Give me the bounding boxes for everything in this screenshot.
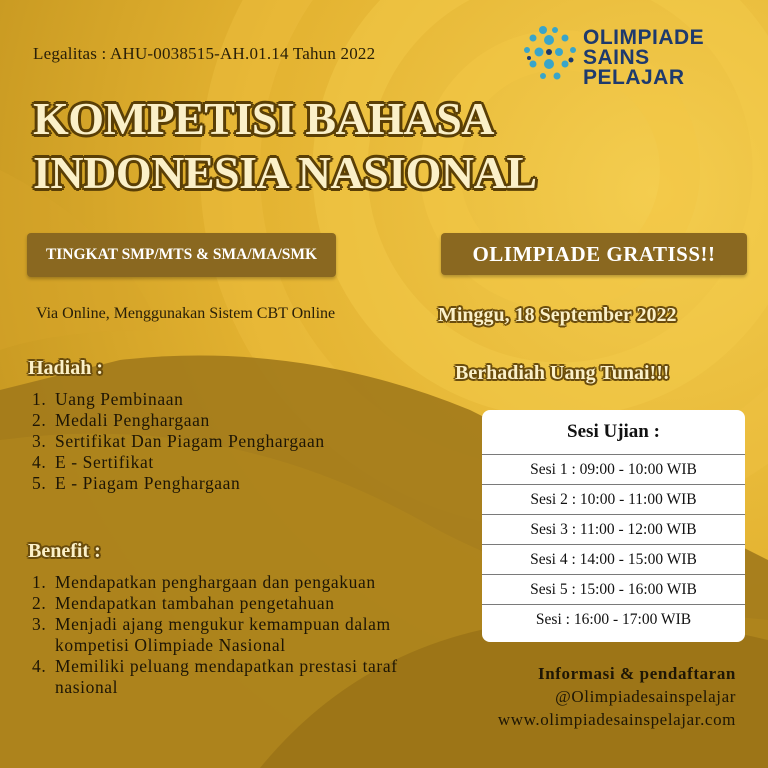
hadiah-heading: Hadiah : xyxy=(28,357,104,379)
session-row: Sesi : 16:00 - 17:00 WIB xyxy=(482,604,745,634)
session-table xyxy=(482,410,745,642)
list-item: 2. Mendapatkan tambahan pengetahuan xyxy=(32,593,335,613)
instagram-handle: @Olimpiadesainspelajar xyxy=(555,687,736,706)
title-line2: INDONESIA NASIONAL xyxy=(33,147,537,198)
list-item: 3. Sertifikat Dan Piagam Penghargaan xyxy=(32,431,325,451)
logo-line1: OLIMPIADE xyxy=(583,26,705,49)
benefit-heading: Benefit : xyxy=(28,540,101,562)
level-badge: TINGKAT SMP/MTS & SMA/MA/SMK xyxy=(27,233,336,277)
logo xyxy=(521,22,756,89)
session-row: Sesi 1 : 09:00 - 10:00 WIB xyxy=(482,454,745,484)
website-link: www.olimpiadesainspelajar.com xyxy=(497,710,736,729)
list-item: 5. E - Piagam Penghargaan xyxy=(32,473,241,493)
session-row: Sesi 3 : 11:00 - 12:00 WIB xyxy=(482,514,745,544)
list-item: 3. Menjadi ajang mengukur kemampuan dalam kompetisi Olimpiade Nasional xyxy=(32,614,391,655)
list-item: 4. Memiliki peluang mendapatkan prestasi taraf nasional xyxy=(32,656,398,697)
benefit-list xyxy=(32,572,462,698)
list-item: 1. Mendapatkan penghargaan dan pengakuan xyxy=(32,572,376,592)
hadiah-list xyxy=(32,389,432,494)
logo-line2: SAINS PELAJAR xyxy=(583,46,685,89)
info-heading: Informasi & pendaftaran xyxy=(538,664,736,683)
via-online-text: Via Online, Menggunakan Sistem CBT Online xyxy=(36,305,336,322)
session-row: Sesi 5 : 15:00 - 16:00 WIB xyxy=(482,574,745,604)
list-item: 2. Medali Penghargaan xyxy=(32,410,210,430)
list-item: 1. Uang Pembinaan xyxy=(32,389,184,409)
free-badge: OLIMPIADE GRATISS!! xyxy=(441,233,747,275)
event-date: Minggu, 18 September 2022 xyxy=(438,304,677,326)
session-row: Sesi 2 : 10:00 - 11:00 WIB xyxy=(482,484,745,514)
cash-prize-text: Berhadiah Uang Tunai!!! xyxy=(455,362,670,384)
list-item: 4. E - Sertifikat xyxy=(32,452,154,472)
molecule-icon xyxy=(521,22,581,82)
session-table-title: Sesi Ujian : xyxy=(567,421,660,442)
contact-info xyxy=(498,662,736,731)
page-title xyxy=(33,92,537,200)
legal-text: Legalitas : AHU-0038515-AH.01.14 Tahun 2022 xyxy=(33,44,376,63)
title-line1: KOMPETISI BAHASA xyxy=(33,93,495,144)
session-row: Sesi 4 : 14:00 - 15:00 WIB xyxy=(482,544,745,574)
